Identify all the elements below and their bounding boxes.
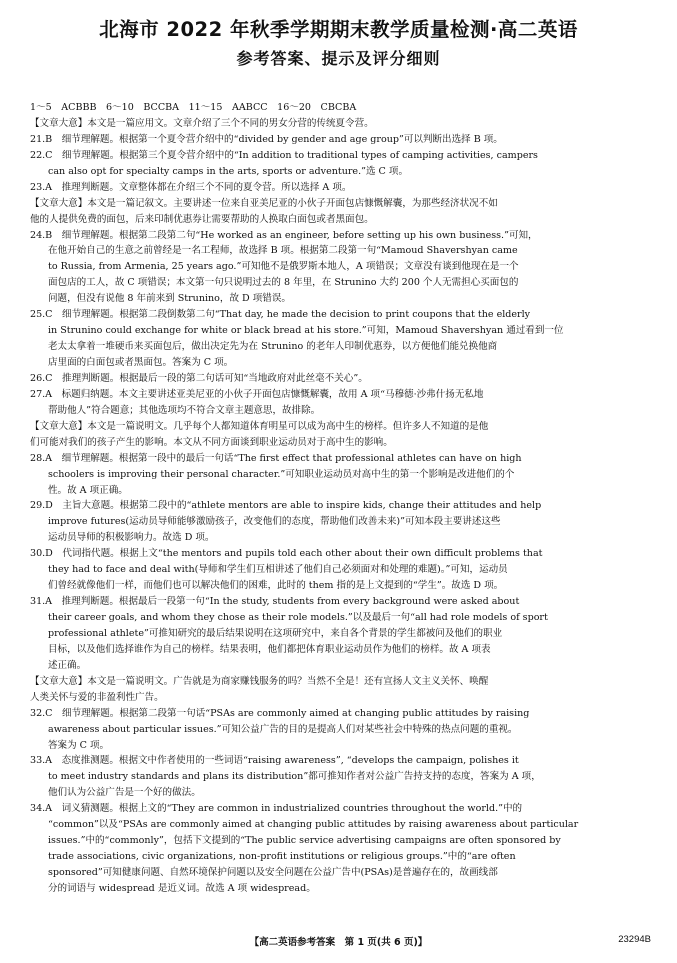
text-line: 22.C 细节理解题。根据第三个夏令营介绍中的“In addition to traditional types of camping activities, campers: [30, 149, 538, 161]
text-line: 店里面的白面包或者黑面包。答案为 C 项。: [48, 357, 234, 368]
text-line: 们可能对我们的孩子产生的影响。本文从不同方面谈到职业运动员对于高中生的影响。: [30, 436, 393, 448]
answer-content: [30, 100, 650, 897]
text-line: 25.C 细节理解题。根据第二段倒数第二句“That day, he made the decision to print coupons that the elderly: [30, 309, 531, 321]
page-subtitle: 参考答案、提示及评分细则: [236, 49, 441, 68]
text-line: professional athlete”可推知研究的最后结果说明在这项研究中，来自各个背景的学生都被问及他们的职业: [48, 627, 503, 639]
text-line: trade associations, civic organizations, non-profit institutions or religious groups.”中的“are often: [48, 851, 516, 863]
text-line: 24.B 细节理解题。根据第二段第二句“He worked as an engineer, before setting up his own business.”可知，: [30, 229, 538, 241]
text-line: 面包店的工人，故 C 项错误；本文第一句只说明过去的 8 年里，在 Strunino 大约 200 个人无需担心买面包的: [48, 277, 519, 289]
text-line: 运动员导师的积极影响力。故选 D 项。: [48, 532, 215, 544]
text-line: 帮助他人”符合题意；其他选项均不符合文章主题意思，故排除。: [48, 404, 321, 416]
text-line: schoolers is improving their personal character.”可知职业运动员对高中生的第一个影响是改进他们的个: [48, 468, 515, 480]
text-line: 们曾经就像他们一样，而他们也可以解决他们的困难，此时的 them 指的是上文提到的“学生”。故选 D 项。: [48, 580, 504, 592]
text-line: 23.A 推理判断题。文章整体都在介绍三个不同的夏令营。所以选择 A 项。: [30, 181, 352, 193]
text-line: sponsored”可知健康问题、自然环境保护问题以及安全问题在公益广告中(PSAs)是普遍存在的，故画线部: [48, 867, 498, 878]
text-line: can also opt for specialty camps in the arts, sports or adventure.”选 C 项。: [48, 165, 408, 177]
text-line: 32.C 细节理解题。根据第二段第一句话“PSAs are commonly aimed at changing public attitudes by raising: [30, 707, 530, 719]
text-line: “common”以及“PSAs are commonly aimed at changing public attitudes by raising awareness about particular: [48, 819, 579, 831]
text-line: 他们认为公益广告是一个好的做法。: [48, 787, 201, 799]
text-line: to meet industry standards and plans its distribution”都可推知作者对公益广告持支持的态度，答案为 A 项，: [48, 771, 541, 783]
text-line: 【文章大意】本文是一篇应用文。文章介绍了三个不同的男女分营的传统夏令营。: [30, 117, 374, 129]
text-line: 27.A 标题归纳题。本文主要讲述亚美尼亚的小伙子开面包店慷慨解囊，故用 A 项“马穆德·沙弗什扬无私地: [30, 388, 484, 400]
text-line: improve futures(运动员导师能够激励孩子，改变他们的态度，帮助他们改善未来)”可知本段主要讲述这些: [48, 516, 501, 528]
text-line: 目标，以及他们选择谁作为自己的榜样。结果表明，他们都把体育职业运动员作为他们的榜样。故 A 项表: [48, 643, 491, 655]
text-line: awareness about particular issues.”可知公益广告的目的是提高人们对某些社会中特殊的热点问题的重视。: [48, 723, 518, 735]
text-line: 31.A 推理判断题。根据最后一段第一句“In the study, students from every background were asked about: [30, 596, 520, 608]
page-title: 北海市 2022 年秋季学期期末教学质量检测·高二英语: [99, 18, 578, 41]
text-line: 分的词语与 widespread 是近义词。故选 A 项 widespread。: [48, 882, 316, 894]
text-line: 28.A 细节理解题。根据第一段中的最后一句话“The first effect that professional athletes can have on high: [30, 452, 522, 464]
text-line: 问题，但没有说他 8 年前来到 Strunino，故 D 项错误。: [48, 293, 291, 305]
page-footer: [0, 934, 677, 950]
text-line: issues.”中的“commonly”，包括下文提到的“The public service advertising campaigns are often sponsored by: [48, 835, 561, 847]
text-line: 述正确。: [48, 659, 87, 671]
text-line: 21.B 细节理解题。根据第一个夏令营介绍中的“divided by gender and age group”可以判断出选择 B 项。: [30, 133, 503, 145]
text-line: 人类关怀与爱的非盈利性广告。: [30, 691, 164, 703]
text-line: 34.A 词义猜测题。根据上文的“They are common in industrialized countries throughout the world.”中的: [30, 803, 523, 815]
text-line: 30.D 代词指代题。根据上文“the mentors and pupils told each other about their own difficult problems that: [30, 548, 543, 560]
text-line: 性。故 A 项正确。: [48, 484, 128, 496]
text-line: 他的人提供免费的面包，后来印制优惠券让需要帮助的人换取白面包或者黑面包。: [30, 213, 374, 225]
footer-doc-code: 23294B: [618, 934, 651, 945]
text-line: 26.C 推理判断题。根据最后一段的第二句话可知“当地政府对此丝毫不关心”。: [30, 372, 368, 384]
text-line: they had to face and deal with(导师和学生们互相讲述了他们自己必须面对和处理的难题)。”可知，运动员: [48, 564, 508, 576]
text-line: their career goals, and whom they chose as their role models.”以及最后一句“all had role models of sport: [48, 612, 548, 623]
text-line: 【文章大意】本文是一篇说明文。几乎每个人都知道体育明星可以成为高中生的榜样。但许多人不知道的是他: [30, 420, 489, 432]
text-line: 老太太拿着一堆硬币来买面包后，做出决定先为在 Strunino 的老年人印制优惠券，以方便他们能兑换他商: [48, 341, 498, 353]
text-line: 29.D 主旨大意题。根据第二段中的“athlete mentors are able to inspire kids, change their attitudes and help: [30, 500, 542, 512]
text-line: 答案为 C 项。: [48, 739, 110, 751]
text-line: 在他开始自己的生意之前曾经是一名工程师，故选择 B 项。根据第二段第一句“Mamoud Shavershyan came: [48, 245, 518, 257]
text-line: 1～5 ACBBB 6～10 BCCBA 11～15 AABCC 16～20 CBCBA: [30, 102, 357, 113]
text-line: 33.A 态度推测题。根据文中作者使用的一些词语“raising awareness”, “develops the campaign, polishes it: [30, 755, 519, 767]
text-line: 【文章大意】本文是一篇说明文。广告就是为商家赚钱服务的吗？当然不全是！还有宣扬人文主义关怀、唤醒: [30, 675, 489, 687]
text-line: 【文章大意】本文是一篇记叙文。主要讲述一位来自亚美尼亚的小伙子开面包店慷慨解囊，为那些经济状况不如: [30, 197, 498, 209]
text-line: to Russia, from Armenia, 25 years ago.”可知他不是俄罗斯本地人，A 项错误；文章没有谈到他现在是一个: [48, 261, 519, 273]
footer-page-label: 【高二英语参考答案 第 1 页(共 6 页)】: [249, 937, 428, 948]
text-line: in Strunino could exchange for white or black bread at his store.”可知，Mamoud Shavershyan 通过看到一位: [48, 325, 564, 337]
